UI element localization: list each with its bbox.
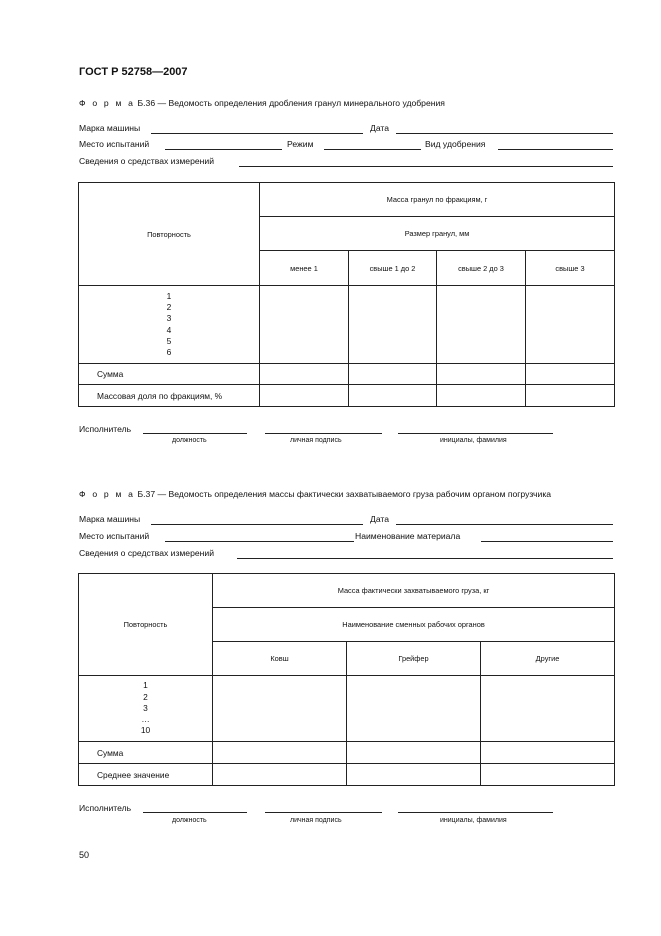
- data-cell[interactable]: [481, 742, 615, 764]
- data-cell[interactable]: [260, 286, 349, 364]
- repeat-number: 4: [166, 324, 172, 335]
- table-b37: [78, 573, 615, 786]
- data-cell[interactable]: [481, 764, 615, 786]
- repeat-number: 3: [166, 313, 172, 324]
- data-cell[interactable]: [349, 286, 437, 364]
- machine-label: Марка машины: [79, 514, 141, 524]
- column-header: свыше 2 до 3: [437, 251, 526, 286]
- data-cell[interactable]: [526, 286, 615, 364]
- instruments-label: Сведения о средствах измерений: [79, 156, 214, 166]
- mass-group-header: Масса гранул по фракциям, г: [260, 183, 615, 217]
- signature-field[interactable]: [265, 812, 382, 813]
- data-cell[interactable]: [437, 385, 526, 407]
- position-field[interactable]: [143, 812, 247, 813]
- repeat-numbers: [79, 680, 212, 736]
- share-row-label: Массовая доля по фракциям, %: [79, 385, 260, 407]
- document-code: ГОСТ Р 52758—2007: [79, 66, 188, 78]
- repeat-header: Повторность: [79, 574, 213, 676]
- data-cell[interactable]: [260, 364, 349, 385]
- data-cell[interactable]: [347, 742, 481, 764]
- data-cell[interactable]: [526, 385, 615, 407]
- name-field[interactable]: [398, 433, 553, 434]
- repeat-numbers-cell: [79, 676, 213, 742]
- date-label: Дата: [370, 123, 390, 133]
- form-b36-title: [79, 98, 445, 108]
- repeat-number: 1: [143, 680, 148, 691]
- data-cell[interactable]: [213, 764, 347, 786]
- repeat-number: 10: [140, 725, 151, 736]
- column-header: свыше 3: [526, 251, 615, 286]
- data-cell[interactable]: [213, 742, 347, 764]
- date-field[interactable]: [396, 133, 613, 134]
- page-number: 50: [79, 850, 90, 860]
- position-caption: должность: [172, 437, 207, 444]
- repeat-number: 2: [166, 302, 172, 313]
- form-word: Ф о р м а: [79, 98, 136, 108]
- fertilizer-label: Вид удобрения: [425, 139, 486, 149]
- date-field[interactable]: [396, 524, 613, 525]
- repeat-number: 5: [166, 335, 172, 346]
- table-b36: [78, 182, 615, 407]
- mode-field[interactable]: [324, 149, 421, 150]
- column-header: Другие: [481, 642, 615, 676]
- data-cell[interactable]: [213, 676, 347, 742]
- data-cell[interactable]: [526, 364, 615, 385]
- machine-field[interactable]: [151, 133, 363, 134]
- instruments-field[interactable]: [239, 166, 613, 167]
- name-field[interactable]: [398, 812, 553, 813]
- place-field[interactable]: [165, 149, 282, 150]
- instruments-label: Сведения о средствах измерений: [79, 548, 214, 558]
- position-caption: должность: [172, 817, 207, 824]
- date-label: Дата: [370, 514, 390, 524]
- organs-sub-header: Наименование сменных рабочих органов: [213, 608, 615, 642]
- sum-row-label: Сумма: [79, 364, 260, 385]
- signature-caption: личная подпись: [290, 817, 342, 824]
- material-field[interactable]: [481, 541, 613, 542]
- place-label: Место испытаний: [79, 531, 150, 541]
- column-header: Грейфер: [347, 642, 481, 676]
- repeat-number: 6: [166, 346, 172, 357]
- data-cell[interactable]: [260, 385, 349, 407]
- data-cell[interactable]: [481, 676, 615, 742]
- instruments-field[interactable]: [237, 558, 613, 559]
- repeat-numbers: [79, 291, 259, 358]
- column-header: менее 1: [260, 251, 349, 286]
- data-cell[interactable]: [437, 286, 526, 364]
- repeat-number: 1: [166, 290, 172, 301]
- form-title-text: Б.36 — Ведомость определения дробления гранул минерального удобрения: [137, 98, 445, 108]
- column-header: Ковш: [213, 642, 347, 676]
- fertilizer-field[interactable]: [498, 149, 613, 150]
- name-caption: инициалы, фамилия: [440, 437, 507, 444]
- size-sub-header: Размер гранул, мм: [260, 217, 615, 251]
- executor-label: Исполнитель: [79, 424, 132, 434]
- mode-label: Режим: [287, 139, 314, 149]
- repeat-number: …: [141, 714, 150, 725]
- signature-field[interactable]: [265, 433, 382, 434]
- name-caption: инициалы, фамилия: [440, 817, 507, 824]
- average-row-label: Среднее значение: [79, 764, 213, 786]
- material-label: Наименование материала: [355, 531, 461, 541]
- place-field[interactable]: [165, 541, 354, 542]
- repeat-header: Повторность: [79, 183, 260, 286]
- data-cell[interactable]: [347, 676, 481, 742]
- executor-label: Исполнитель: [79, 803, 132, 813]
- machine-label: Марка машины: [79, 123, 141, 133]
- mass-group-header: Масса фактически захватываемого груза, кг: [213, 574, 615, 608]
- sum-row-label: Сумма: [79, 742, 213, 764]
- data-cell[interactable]: [349, 364, 437, 385]
- form-b37-title: [79, 489, 551, 499]
- position-field[interactable]: [143, 433, 247, 434]
- data-cell[interactable]: [349, 385, 437, 407]
- column-header: свыше 1 до 2: [349, 251, 437, 286]
- data-cell[interactable]: [347, 764, 481, 786]
- repeat-number: 2: [143, 691, 148, 702]
- data-cell[interactable]: [437, 364, 526, 385]
- form-title-text: Б.37 — Ведомость определения массы фактически захватываемого груза рабочим органом погрузчика: [137, 489, 552, 499]
- form-word: Ф о р м а: [79, 489, 136, 499]
- repeat-numbers-cell: [79, 286, 260, 364]
- machine-field[interactable]: [151, 524, 363, 525]
- place-label: Место испытаний: [79, 139, 150, 149]
- signature-caption: личная подпись: [290, 437, 342, 444]
- repeat-number: 3: [143, 702, 148, 713]
